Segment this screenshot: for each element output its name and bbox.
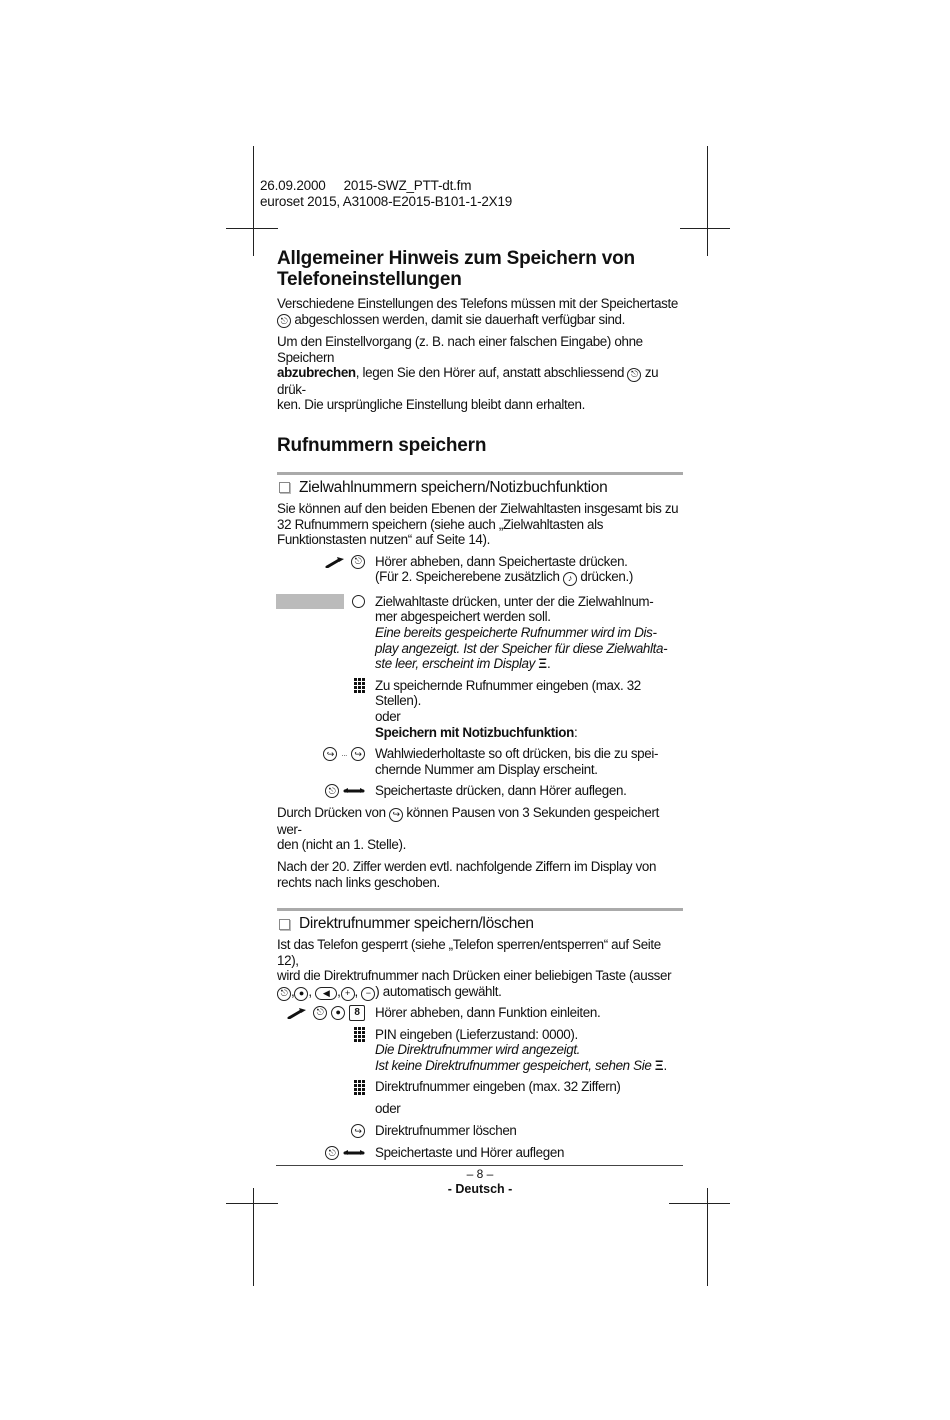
store-key-icon: ⎋: [277, 987, 291, 1001]
step: oder: [375, 1101, 401, 1117]
store-key-icon: ⎋: [325, 1146, 339, 1160]
redial-key-icon: ↪: [351, 747, 365, 761]
language-label: - Deutsch -: [447, 1182, 513, 1196]
step: ↪ ... ↪ Wahlwiederholtaste so oft drücken, bis die zu spei- chernde Nummer am Display erscheint.: [277, 746, 683, 777]
crop-mark: [226, 1203, 278, 1204]
crop-mark: [226, 228, 278, 229]
footer-rule: [276, 1165, 683, 1166]
destination-key-icon: [352, 595, 365, 608]
paragraph: Verschiedene Einstellungen des Telefons müssen mit der Speichertaste ⎋ abgeschlossen werden, damit sie dauerhaft verfügbar sind.: [277, 296, 678, 327]
handset-lift-icon: [325, 556, 347, 568]
store-key-icon: ⎋: [277, 314, 291, 328]
ellipsis: ...: [341, 749, 347, 759]
page-content: [277, 244, 683, 1167]
step: ⎋ Hörer abheben, dann Speichertaste drücken. (Für 2. Speicherebene zusätzlich ♪ drücken.): [277, 554, 683, 586]
step: ⎋ Speichertaste drücken, dann Hörer auflegen.: [277, 783, 683, 799]
paragraph: Ist das Telefon gesperrt (siehe „Telefon sperren/entsperren“ auf Seite 12), wird die Direktrufnummer nach Drücken einer beliebigen Taste (ausser ⎋ , ● , ◀ , + , − ) automatisch gewählt.: [277, 937, 672, 1000]
plus-key-icon: +: [341, 987, 355, 1001]
meta-product: euroset 2015, A31008-E2015-B101-1-2X19: [260, 194, 513, 209]
step: Zielwahltaste drücken, unter der die Zielwahlnum- mer abgespeichert werden soll. Eine bereits gespeicherte Rufnummer wird im Dis- play angezeigt. Ist der Speicher für diese Zielwahlta- ste leer, erscheint im Display Ξ.: [277, 594, 683, 672]
paragraph: Durch Drücken von ↪ können Pausen von 3 Sekunden gespeichert wer- den (nicht an 1. Stelle).: [277, 805, 659, 853]
subsection-title: Direktrufnummer speichern/löschen: [277, 915, 683, 933]
minus-key-icon: −: [361, 987, 375, 1001]
paragraph: Nach der 20. Ziffer werden evtl. nachfolgende Ziffern im Display von rechts nach links geschoben.: [277, 859, 657, 890]
keypad-icon: [354, 1027, 365, 1042]
crop-mark: [669, 1203, 730, 1204]
crop-mark: [253, 146, 254, 256]
display-symbol: Ξ: [654, 1057, 664, 1073]
divider: [277, 908, 683, 911]
speaker-key-icon: ◀: [315, 987, 337, 1000]
checkbox-bullet-icon: [279, 919, 290, 930]
lock-key-icon: ●: [331, 1006, 345, 1020]
crop-mark: [707, 146, 708, 256]
handset-lift-icon: [287, 1007, 309, 1019]
paragraph: Um den Einstellvorgang (z. B. nach einer falschen Eingabe) ohne Speichern abzubrechen, legen Sie den Hörer auf, anstatt abschliessend ⎋ zu drük- ken. Die ursprüngliche Einstellung bleibt dann erhalten.: [277, 334, 659, 413]
paragraph: Sie können auf den beiden Ebenen der Zielwahltasten insgesamt bis zu 32 Rufnummern speichern (siehe auch „Zielwahltasten als Funktionstasten nutzen“ auf Seite 14).: [277, 500, 679, 548]
lock-key-icon: ●: [294, 987, 308, 1001]
store-key-icon: ⎋: [325, 784, 339, 798]
store-key-icon: ⎋: [313, 1006, 327, 1020]
store-key-icon: ⎋: [627, 368, 641, 382]
step: PIN eingeben (Lieferzustand: 0000). Die Direktrufnummer wird angezeigt. Ist keine Direktrufnummer gespeichert, sehen Sie Ξ.: [277, 1027, 683, 1074]
display-symbol: Ξ: [538, 656, 547, 672]
file-meta: [260, 178, 512, 210]
step-list: [277, 1005, 683, 1162]
redial-key-icon: ↪: [323, 747, 337, 761]
subsection-title: Zielwahlnummern speichern/Notizbuchfunktion: [277, 479, 683, 497]
section-title: Rufnummern speichern: [277, 434, 487, 456]
step: ⎋ Speichertaste und Hörer auflegen: [277, 1145, 683, 1161]
step-list: [277, 554, 683, 800]
redial-key-icon: ↪: [351, 1124, 365, 1138]
step: Direktrufnummer eingeben (max. 32 Ziffern): [277, 1079, 683, 1095]
destination-key-highlight: [276, 594, 344, 609]
keypad-icon: [354, 1080, 365, 1095]
handset-hangup-icon: [343, 785, 365, 797]
meta-date: 26.09.2000: [260, 178, 326, 193]
level-key-icon: ♪: [563, 572, 577, 586]
redial-key-icon: ↪: [389, 808, 403, 822]
crop-mark: [680, 228, 730, 229]
section-title: Allgemeiner Hinweis zum Speichern von Telefoneinstellungen: [277, 248, 635, 290]
keypad-icon: [354, 678, 365, 693]
key-8-icon: 8: [349, 1005, 365, 1021]
handset-hangup-icon: [343, 1147, 365, 1159]
step: ↪ Direktrufnummer löschen: [277, 1123, 683, 1139]
page-number: – 8 –: [466, 1167, 494, 1181]
divider: [277, 472, 683, 475]
step: Zu speichernde Rufnummer eingeben (max. 32 Stellen). oder Speichern mit Notizbuchfunktion:: [277, 678, 683, 740]
meta-filename: 2015-SWZ_PTT-dt.fm: [343, 178, 472, 193]
checkbox-bullet-icon: [279, 482, 290, 493]
step: ⎋ ● 8 Hörer abheben, dann Funktion einleiten.: [277, 1005, 683, 1021]
store-key-icon: ⎋: [351, 555, 365, 569]
